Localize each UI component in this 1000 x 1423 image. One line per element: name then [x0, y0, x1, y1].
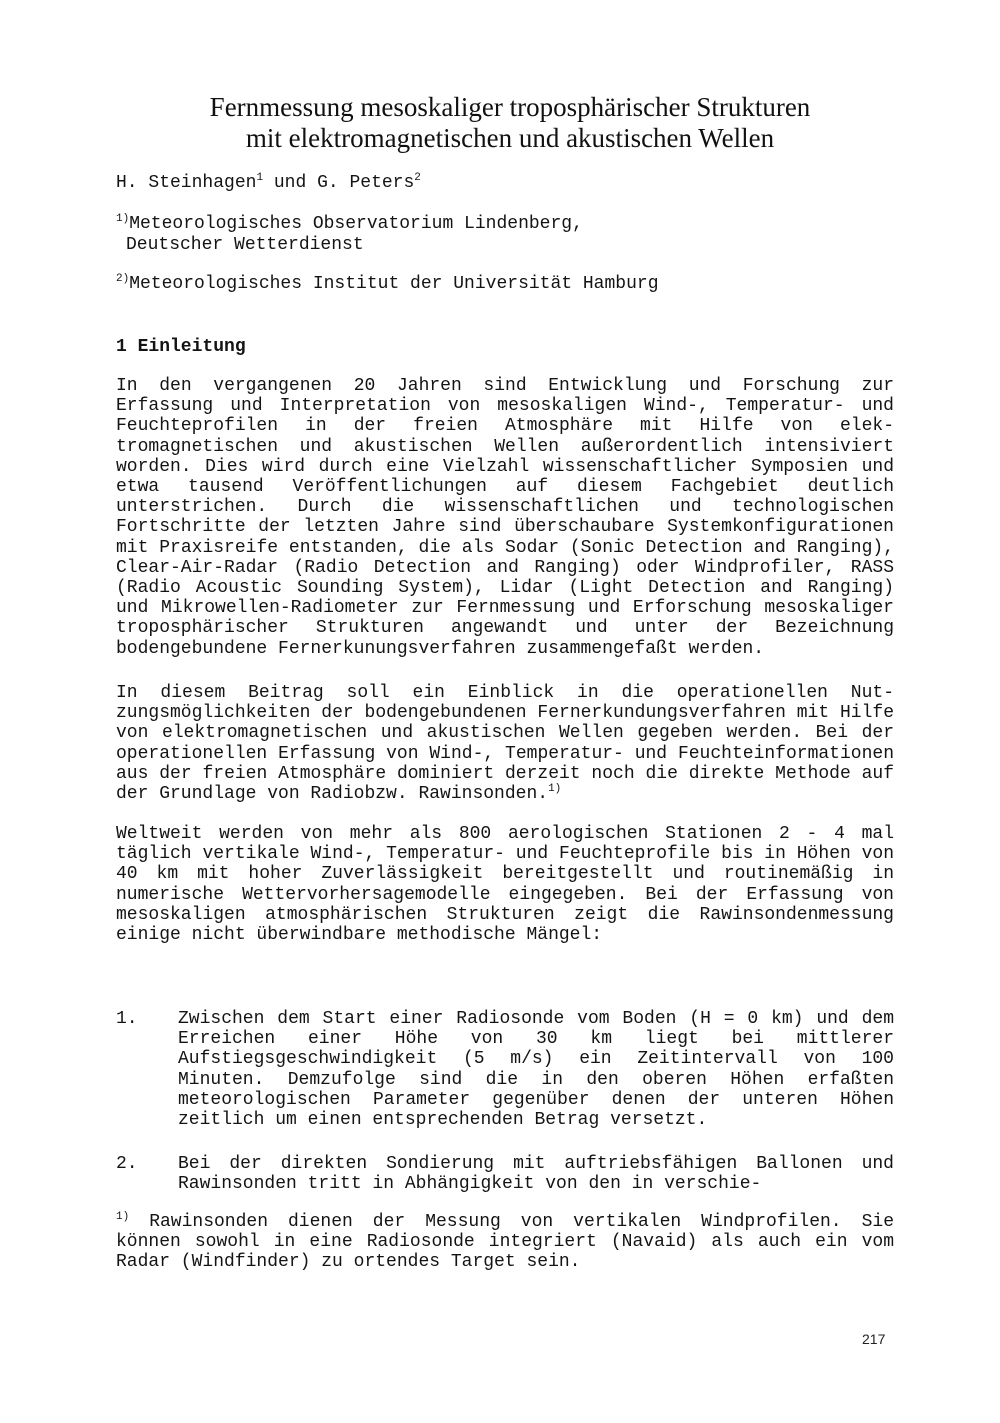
author-1: H. Steinhagen — [116, 173, 257, 193]
list-item-number: 2. — [116, 1154, 138, 1174]
footnote-reference: 1) — [548, 783, 562, 796]
list-item-text: Bei der direkten Sondierung mit auftriebsfähigen Ballonen und Rawinsonden tritt in Abhängigkeit von den in verschie- — [178, 1154, 894, 1195]
footnote-text: Rawinsonden dienen der Messung von vertikalen Windprofilen. Sie können sowohl in eine Radiosonde integriert (Navaid) als auch ein vom Radar (Windfinder) zu ortendes Target sein. — [116, 1212, 894, 1273]
affiliation-2 — [116, 274, 659, 295]
paragraph-2 — [116, 683, 894, 804]
paper-title — [160, 92, 860, 154]
author-line — [116, 172, 421, 194]
title-line-2: mit elektromagnetischen und akustischen Wellen — [245, 123, 775, 153]
title-line-1: Fernmessung mesoskaliger troposphärischer Strukturen — [209, 92, 811, 122]
list-item-number: 1. — [116, 1009, 138, 1029]
affiliation-2-line-1: Meteorologisches Institut der Universität Hamburg — [129, 274, 659, 294]
paragraph-2-text: In diesem Beitrag soll ein Einblick in die operationellen Nutzungsmöglichkeiten der bodengebundenen Fernerkundungsverfahren mit Hilfe von elektromagnetischen und akustischen Wellen gegeben werden. Bei der operationellen Erfassung von Wind-, Temperatur- und Feuchteinformationen aus der freien Atmosphäre dominiert derzeit noch die direkte Methode auf der Grundlage von Radiobzw. Rawinsonden. — [116, 683, 894, 805]
page-number: 217 — [862, 1331, 886, 1347]
list-item-text: Zwischen dem Start einer Radiosonde vom Boden (H = 0 km) und dem Erreichen einer Höhe von 30 km liegt bei mittlerer Aufstiegsgeschwindigkeit (5 m/s) ein Zeitintervall von 100 Minuten. Demzufolge sind die in den oberen Höhen erfaßten meteorologischen Parameter gegenüber denen der unteren Höhen zeitlich um einen entsprechenden Betrag versetzt. — [178, 1009, 894, 1131]
author-1-affiliation-mark: 1 — [256, 172, 264, 184]
author-connector: und — [263, 173, 318, 193]
author-2-affiliation-mark: 2 — [414, 172, 421, 184]
affiliation-1 — [116, 214, 583, 256]
paragraph-1: In den vergangenen 20 Jahren sind Entwicklung und Forschung zur Erfassung und Interpretation von mesoskaligen Wind-, Temperatur- und Feuchteprofilen in der freien Atmosphäre mit Hilfe von elektromagnetischen und akustischen Wellen außerordentlich intensiviert worden. Dies wird durch eine Vielzahl wissenschaftlicher Symposien und etwa tausend Veröffentlichungen auf diesem Fachgebiet deutlich unterstrichen. Durch die wissenschaftlichen und technologischen Fortschritte der letzten Jahre sind überschaubare Systemkonfigurationen mit Praxisreife entstanden, die als Sodar (Sonic Detection and Ranging), Clear-Air-Radar (Radio Detection and Ranging) oder Windprofiler, RASS (Radio Acoustic Sounding System), Lidar (Light Detection and Ranging) und Mikrowellen-Radiometer zur Fernmessung und Erforschung mesoskaliger troposphärischer Strukturen angewandt und unter der Bezeichnung bodengebundene Fernerkunungsverfahren zusammengefaßt werden. — [116, 376, 894, 659]
paragraph-3: Weltweit werden von mehr als 800 aerologischen Stationen 2 - 4 mal täglich vertikale Wind-, Temperatur- und Feuchteprofile bis in Höhen von 40 km mit hoher Zuverlässigkeit bereitgestellt und routinemäßig in numerische Wettervorhersagemodelle eingegeben. Bei der Erfassung von mesoskaligen atmosphärischen Strukturen zeigt die Rawinsondenmessung einige nicht überwindbare methodische Mängel: — [116, 824, 894, 946]
affiliation-2-marker: 2) — [116, 273, 130, 285]
list-item — [116, 1154, 894, 1194]
affiliation-1-marker: 1) — [116, 213, 130, 225]
affiliation-1-line-2: Deutscher Wetterdienst — [126, 235, 364, 255]
author-2: G. Peters — [317, 173, 415, 193]
affiliation-1-line-1: Meteorologisches Observatorium Lindenberg, — [129, 214, 583, 234]
section-heading: 1 Einleitung — [116, 337, 246, 357]
list-item — [116, 1009, 894, 1130]
footnote-marker: 1) — [116, 1211, 130, 1223]
footnote — [116, 1212, 894, 1273]
